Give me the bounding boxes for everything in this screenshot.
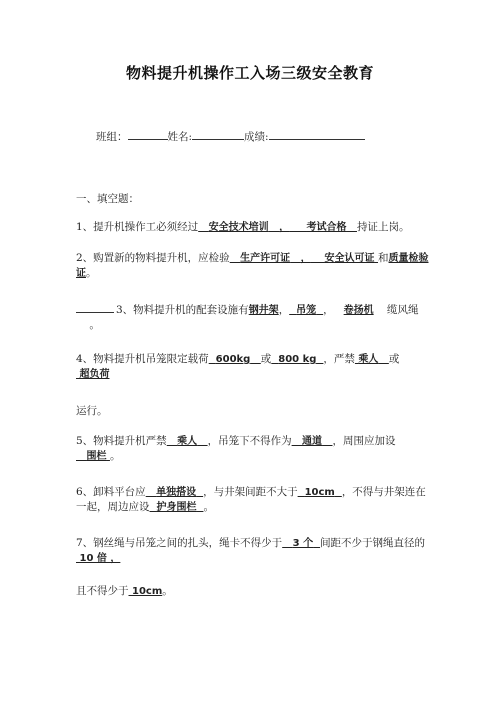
q6-answer-3: 护身围栏 (156, 502, 197, 513)
q4-mid-3: 或 (388, 353, 400, 365)
q2-answer-3: 质量检验证 (76, 253, 429, 279)
info-row (96, 128, 365, 144)
score-blank (269, 128, 365, 140)
q7-line2-prefix: 且不得少于 (76, 585, 129, 597)
q5-prefix: 5、物料提升机严禁 (76, 435, 167, 447)
document-title: 物料提升机操作工入场三级安全教育 (125, 64, 374, 82)
q2-mid: 和 (378, 252, 389, 264)
q4-mid-2: ，严禁 (323, 353, 355, 365)
question-6 (76, 485, 430, 515)
q1-suffix: 持证上岗。 (356, 221, 410, 233)
q4-mid-1: 或 (260, 353, 272, 365)
q1-answer-1: 安全技术培训 ， 考试合格 (208, 222, 347, 233)
q1-prefix: 1、提升机操作工必须经过 (76, 221, 199, 233)
name-blank (192, 128, 244, 140)
question-4-continued (76, 404, 430, 419)
q7-suffix: 。 (162, 585, 173, 597)
q3-answer-2: 吊笼 (296, 305, 317, 316)
q3-leading-blank (76, 302, 114, 313)
q7-prefix: 7、钢丝绳与吊笼之间的扎头，绳卡不得少于 (76, 537, 283, 549)
q6-answer-2: 10cm (304, 487, 335, 498)
q4-answer-1: 600kg (215, 354, 251, 365)
q4-prefix: 4、物料提升机吊笼限定载荷 (76, 353, 209, 365)
q7-mid-1: 间距不少于钢绳直径的 (320, 537, 426, 549)
question-7-continued (76, 584, 430, 599)
q7-answer-2: 10 倍 ， (79, 553, 121, 564)
q3-answer-3: 卷扬机 (343, 305, 374, 316)
q5-answer-1: 乘人 (177, 436, 198, 447)
question-4 (76, 352, 430, 382)
q5-mid-1: ，吊笼下不得作为 (207, 435, 292, 447)
q7-answer-1: 3 个 (292, 538, 314, 549)
q2-answer-1: 生产许可证 ， 安全认可证 (240, 253, 375, 264)
q3-sep-1: ， (278, 304, 290, 316)
question-3 (76, 302, 430, 333)
q3-answer-4: 缆风绳 (387, 304, 419, 316)
question-5 (76, 434, 430, 464)
q4-suffix: 运行。 (76, 405, 108, 417)
q2-suffix: 。 (86, 267, 97, 279)
q4-answer-2: 800 kg (278, 354, 317, 365)
question-2 (76, 251, 430, 281)
q6-prefix: 6、卸料平台应 (76, 486, 146, 498)
q6-mid-1: ，与井架间距不大于 (203, 486, 298, 498)
q3-answer-1: 钢井架 (248, 305, 279, 316)
q2-prefix: 2、购置新的物料提升机，应检验 (76, 252, 230, 264)
q6-suffix: 。 (203, 501, 214, 513)
q3-sep-2: ， (323, 304, 334, 316)
q3-suffix: 。 (89, 319, 100, 331)
q5-answer-3: 围栏 (86, 451, 107, 462)
q7-answer-3: 10cm (131, 586, 163, 597)
q5-suffix: 。 (109, 450, 121, 462)
name-label: 姓名: (167, 131, 193, 143)
class-blank (128, 128, 168, 140)
class-label: 班组： (96, 131, 128, 143)
question-1 (76, 220, 430, 235)
question-7 (76, 536, 430, 566)
q4-answer-3: 乘人 (358, 354, 379, 365)
section-title: 一、填空题： (76, 193, 139, 205)
q6-answer-1: 单独搭设 (156, 487, 197, 498)
q3-prefix: 3、物料提升机的配套设施有 (116, 304, 249, 316)
q5-mid-2: ，周围应加设 (332, 435, 396, 447)
q6-mid-2: ，不得与井架连在一起，周边应设 (76, 486, 426, 513)
score-label: 成绩: (244, 131, 269, 143)
q4-answer-4: 超负荷 (79, 369, 110, 380)
q5-answer-2: 通道 (302, 436, 323, 447)
